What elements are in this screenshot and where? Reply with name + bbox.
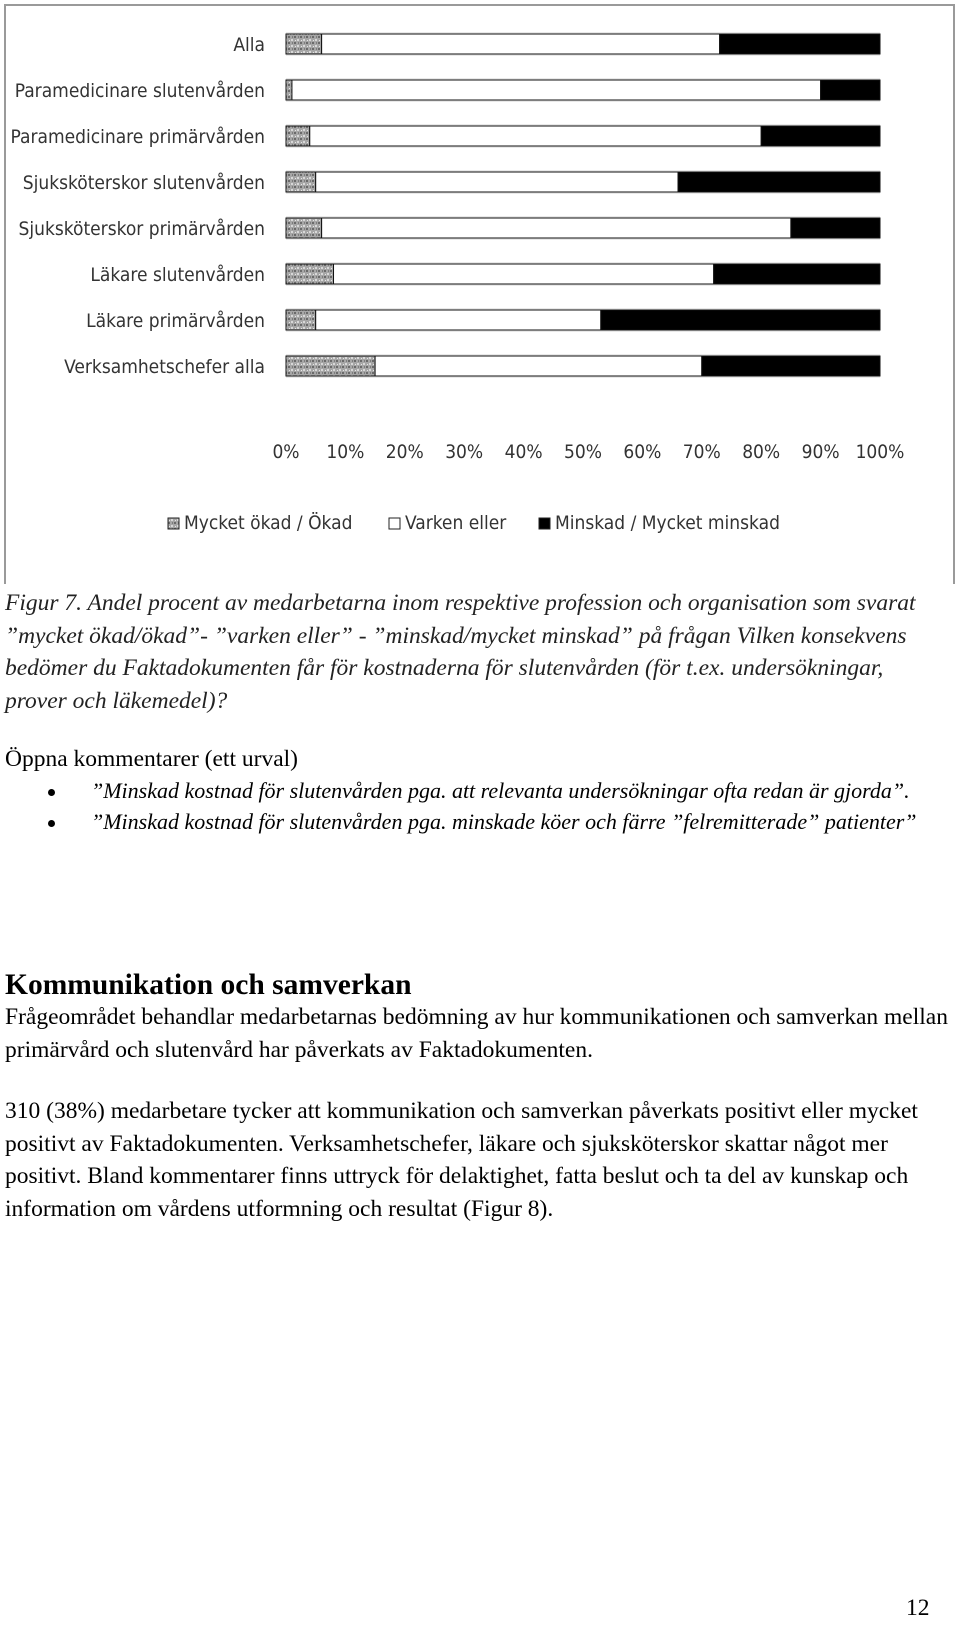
bar-segment-1 bbox=[286, 34, 322, 54]
bar-segment-1 bbox=[286, 80, 292, 100]
bar-segment-2 bbox=[322, 218, 791, 238]
category-label: Läkare slutenvården bbox=[90, 264, 265, 286]
category-label: Verksamhetschefer alla bbox=[64, 356, 265, 378]
bar-segment-2 bbox=[334, 264, 714, 284]
x-tick-label: 70% bbox=[682, 441, 721, 463]
comment-item bbox=[0, 776, 940, 806]
legend-swatch-3 bbox=[539, 518, 550, 529]
bar-segment-1 bbox=[286, 126, 310, 146]
bar-segment-3 bbox=[702, 356, 880, 376]
bar-segment-3 bbox=[720, 34, 880, 54]
category-label: Läkare primärvården bbox=[86, 310, 265, 332]
x-tick-label: 0% bbox=[272, 441, 300, 463]
bar-segment-1 bbox=[286, 172, 316, 192]
bar-segment-3 bbox=[601, 310, 880, 330]
category-label: Sjuksköterskor primärvården bbox=[18, 218, 265, 240]
category-label: Alla bbox=[233, 34, 265, 56]
category-label: Sjuksköterskor slutenvården bbox=[22, 172, 265, 194]
x-tick-label: 80% bbox=[742, 441, 781, 463]
comments-list bbox=[0, 776, 940, 838]
bar-segment-2 bbox=[292, 80, 821, 100]
x-tick-label: 50% bbox=[564, 441, 602, 463]
bar-segment-3 bbox=[714, 264, 880, 284]
legend-swatch-2 bbox=[389, 518, 400, 529]
bar-segment-2 bbox=[316, 172, 678, 192]
chart-frame bbox=[4, 4, 955, 584]
section-paragraph: 310 (38%) medarbetare tycker att kommunikation och samverkan påverkats positivt eller mycket positivt av Faktadokumenten. Verksamhetschefer, läkare och sjuksköterskor skattar något mer positivt. Bland kommentarer finns uttryck för delaktighet, fatta beslut och ta del av kunskap och information om vårdens utformning och resultat (Figur 8). bbox=[5, 1098, 918, 1222]
x-tick-label: 90% bbox=[801, 441, 840, 463]
legend-label: Mycket ökad / Ökad bbox=[184, 512, 353, 534]
comment-item bbox=[0, 807, 940, 837]
legend-label: Minskad / Mycket minskad bbox=[555, 512, 780, 534]
comment-text: ”Minskad kostnad för slutenvården pga. minskade köer och färre ”felremitterade” patienter” bbox=[91, 809, 917, 834]
comment-text: ”Minskad kostnad för slutenvården pga. att relevanta undersökningar ofta redan är gjorda”. bbox=[91, 778, 910, 803]
bar-segment-1 bbox=[286, 310, 316, 330]
figure-caption: Figur 7. Andel procent av medarbetarna inom respektive profession och organisation som svarat ”mycket ökad/ökad”- ”varken eller” - ”minskad/mycket minskad” på frågan Vilken konsekvens bedömer du Faktadokumenten får för kostnaderna för slutenvården (för t.ex. undersökningar, prover och läkemedel)? bbox=[5, 590, 916, 714]
bar-segment-3 bbox=[678, 172, 880, 192]
x-tick-label: 100% bbox=[855, 441, 905, 463]
bar-segment-1 bbox=[286, 264, 334, 284]
bar-segment-3 bbox=[821, 80, 880, 100]
bar-segment-2 bbox=[322, 34, 720, 54]
bar-segment-3 bbox=[761, 126, 880, 146]
x-tick-label: 10% bbox=[326, 441, 365, 463]
bar-segment-1 bbox=[286, 356, 375, 376]
bar-segment-2 bbox=[316, 310, 601, 330]
bar-segment-1 bbox=[286, 218, 322, 238]
bar-segment-2 bbox=[375, 356, 702, 376]
legend-swatch-1 bbox=[168, 518, 179, 529]
x-tick-label: 30% bbox=[445, 441, 484, 463]
section-heading: Kommunikation och samverkan bbox=[5, 969, 412, 1001]
comments-heading: Öppna kommentarer (ett urval) bbox=[5, 746, 298, 772]
bullet-icon bbox=[48, 820, 55, 827]
legend-label: Varken eller bbox=[405, 512, 507, 534]
category-label: Paramedicinare slutenvården bbox=[14, 80, 265, 102]
bar-segment-2 bbox=[310, 126, 761, 146]
bullet-icon bbox=[48, 789, 55, 796]
category-label: Paramedicinare primärvården bbox=[10, 126, 265, 148]
page-number: 12 bbox=[906, 1595, 930, 1621]
bar-segment-3 bbox=[791, 218, 880, 238]
x-tick-label: 60% bbox=[623, 441, 662, 463]
stacked-bar-chart bbox=[6, 6, 953, 584]
x-tick-label: 20% bbox=[385, 441, 424, 463]
x-tick-label: 40% bbox=[504, 441, 543, 463]
section-paragraph: Frågeområdet behandlar medarbetarnas bedömning av hur kommunikationen och samverkan mellan primärvård och slutenvård har påverkats av Faktadokumenten. bbox=[5, 1004, 948, 1063]
